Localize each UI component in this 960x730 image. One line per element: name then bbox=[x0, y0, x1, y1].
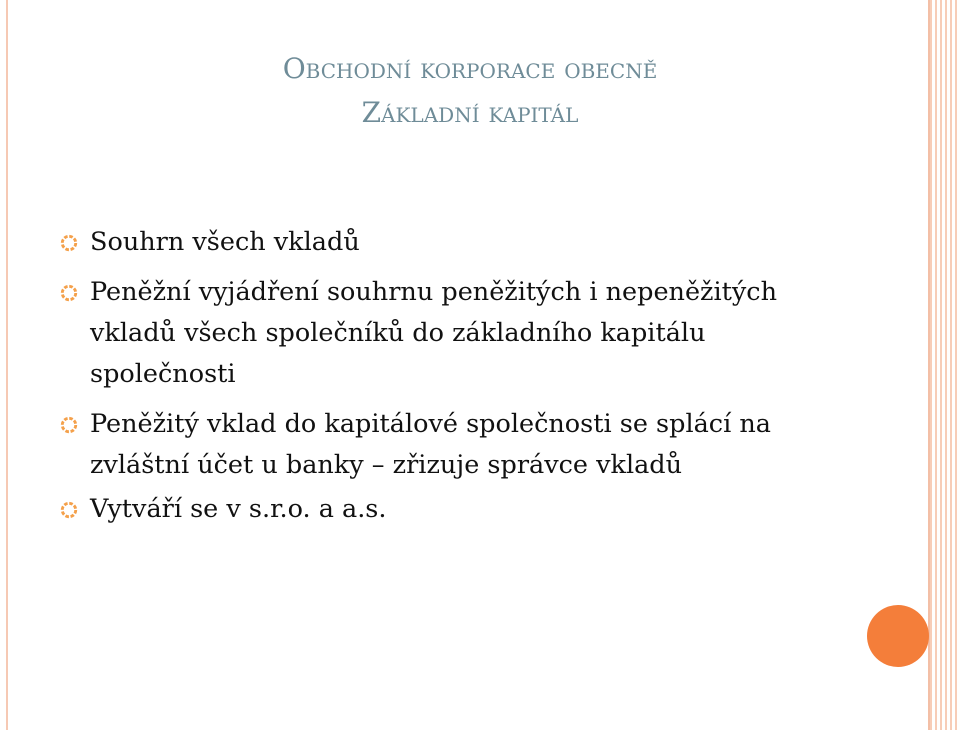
slide-title bbox=[0, 47, 940, 135]
gear-bullet-icon bbox=[60, 501, 78, 519]
gear-bullet-icon bbox=[60, 416, 78, 434]
bullet-item bbox=[58, 222, 858, 263]
bullet-text: Peněžitý vklad do kapitálové společnosti se splácí na zvláštní účet u banky – zřizuje správce vkladů bbox=[90, 409, 771, 480]
bullet-list bbox=[58, 222, 858, 530]
bullet-item bbox=[58, 489, 858, 530]
accent-circle bbox=[867, 605, 929, 667]
slide-title-line-2: Základní kapitál bbox=[361, 96, 579, 129]
bullet-item bbox=[58, 272, 858, 395]
bullet-text: Peněžní vyjádření souhrnu peněžitých i nepeněžitých vkladů všech společníků do základního kapitálu společnosti bbox=[90, 277, 778, 389]
gear-bullet-icon bbox=[60, 234, 78, 252]
bullet-text: Vytváří se v s.r.o. a a.s. bbox=[90, 494, 387, 524]
bullet-text: Souhrn všech vkladů bbox=[90, 227, 360, 257]
gear-bullet-icon bbox=[60, 284, 78, 302]
slide-title-line-1: Obchodní korporace obecně bbox=[282, 52, 658, 85]
bullet-item bbox=[58, 404, 858, 486]
